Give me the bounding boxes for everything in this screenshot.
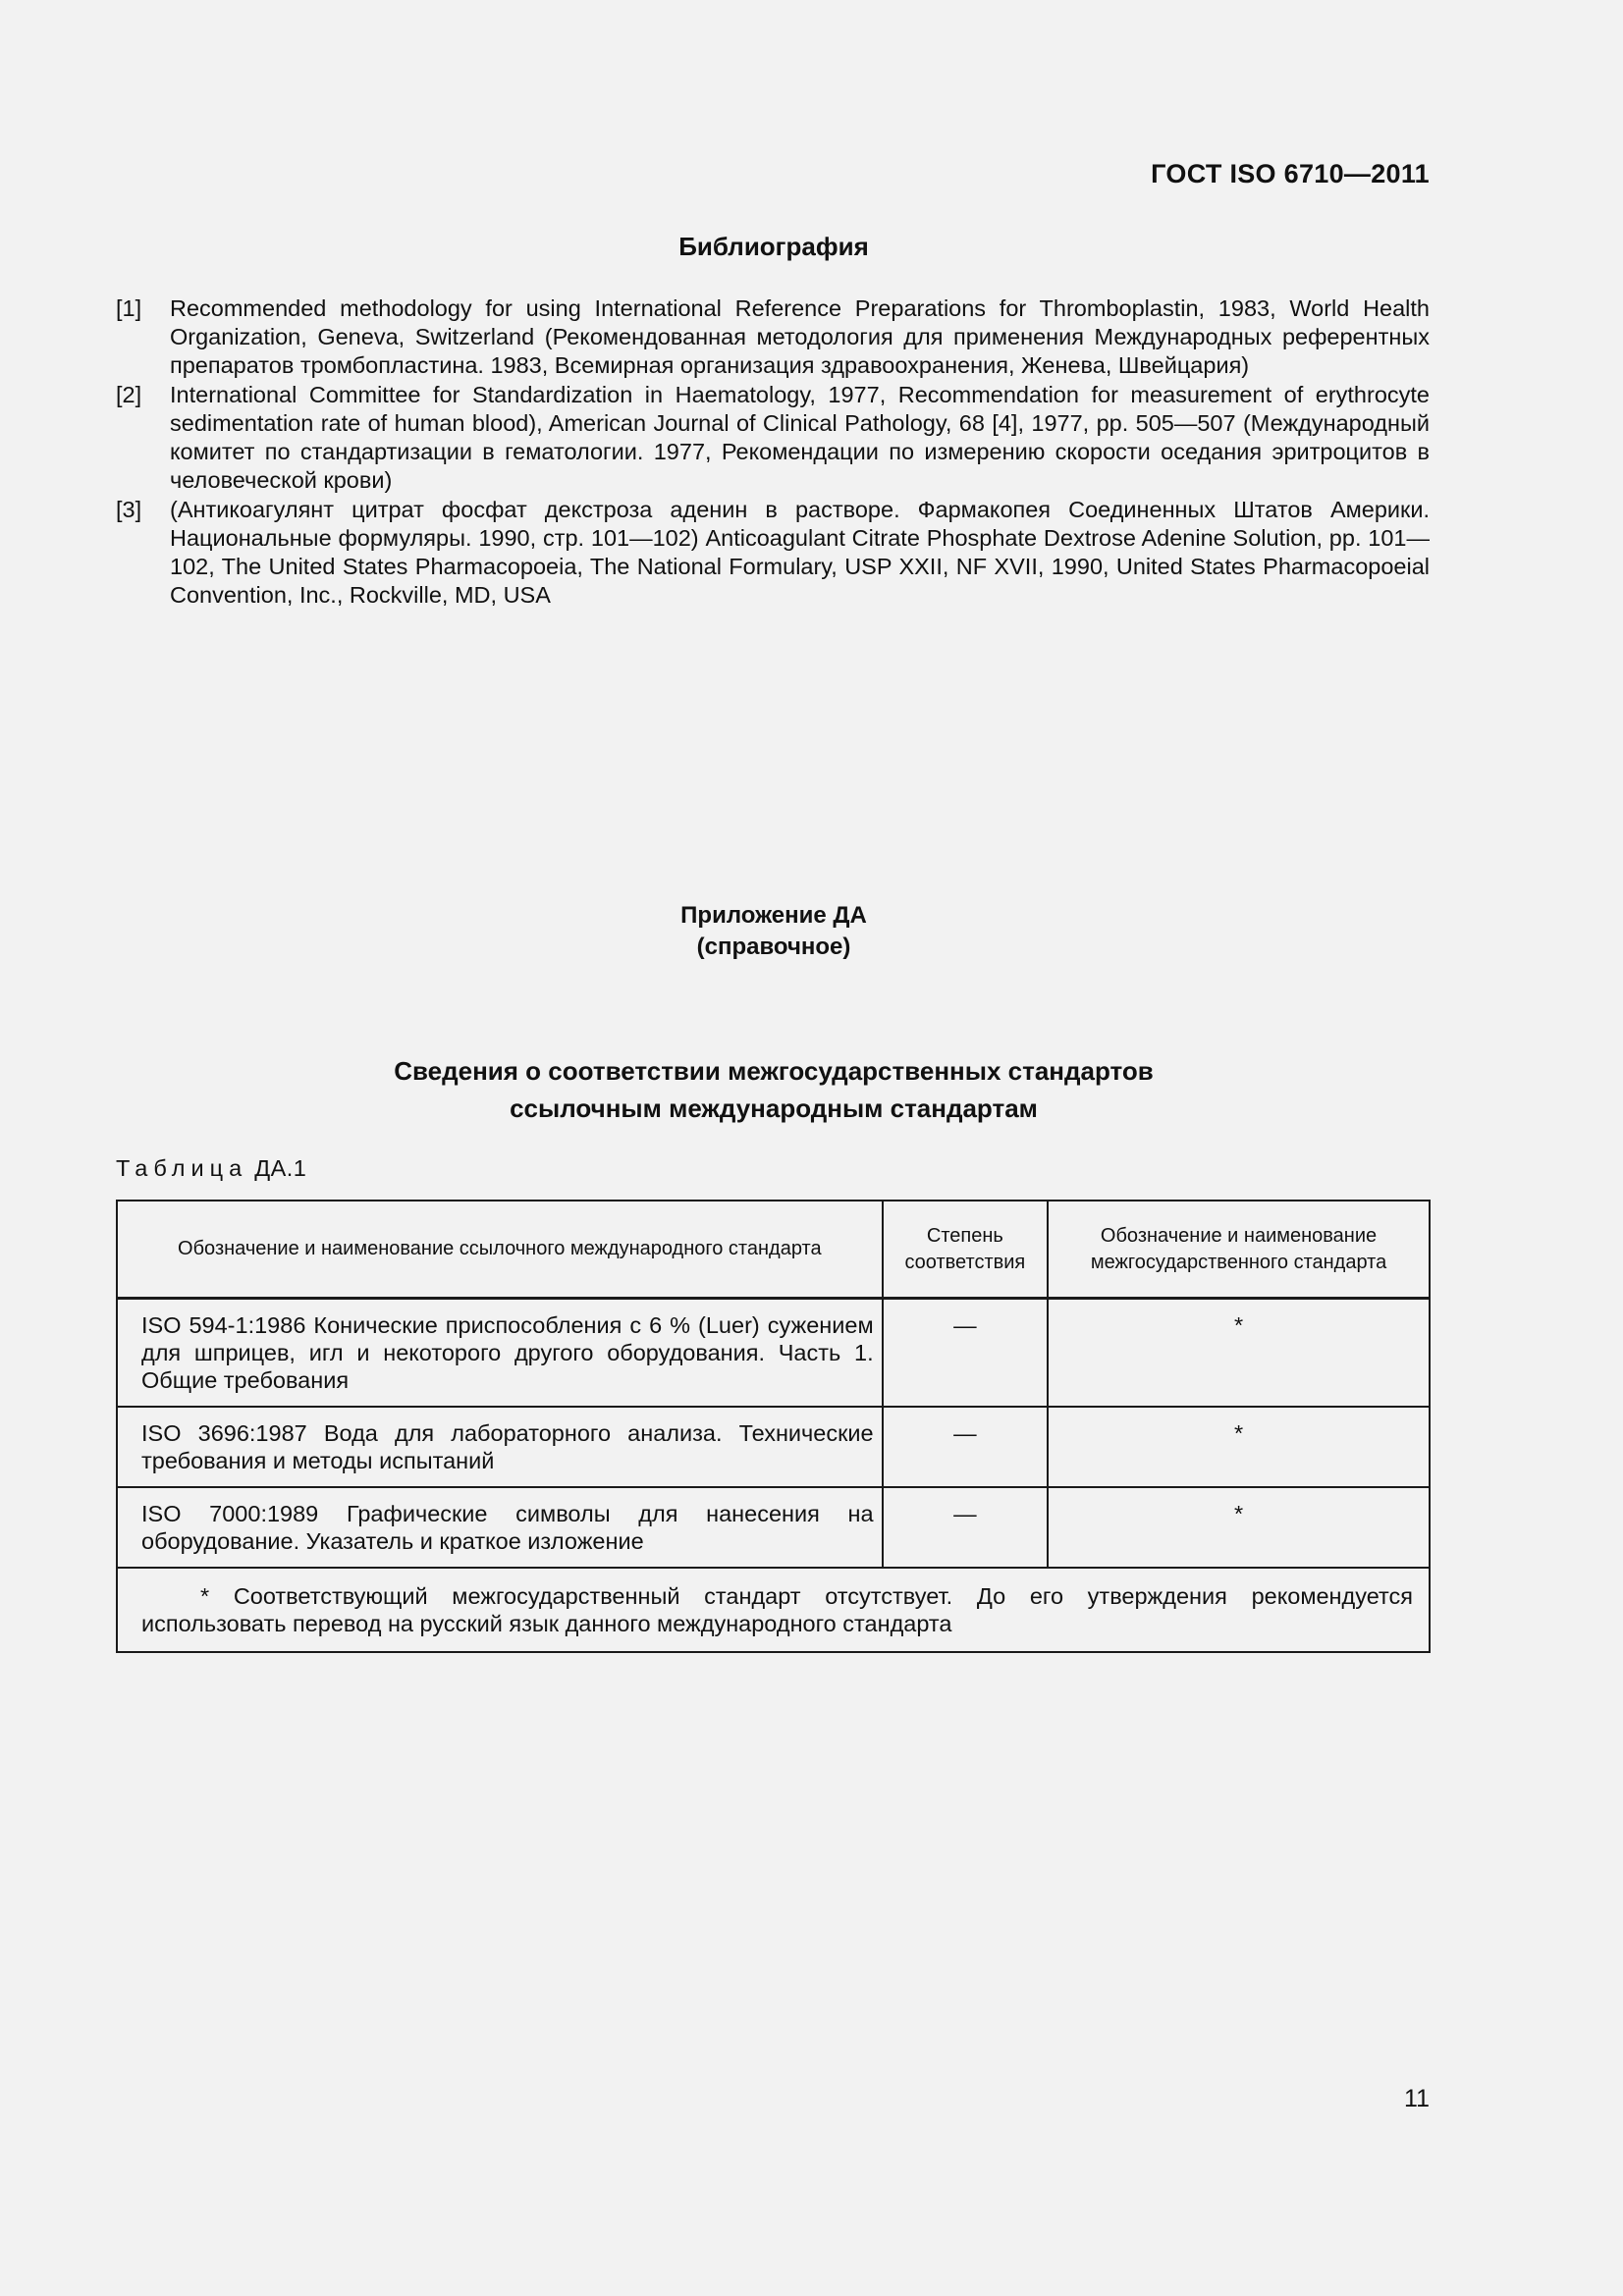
table-header-row [117, 1201, 1430, 1299]
cell-standard-name: ISO 3696:1987 Вода для лабораторного анализа. Технические требования и методы испытаний [117, 1407, 883, 1487]
page-number: 11 [1404, 2085, 1430, 2112]
cell-standard-name: ISO 7000:1989 Графические символы для нанесения на оборудование. Указатель и краткое изложение [117, 1487, 883, 1568]
bibliography-title: Библиография [678, 232, 869, 261]
bibliography-list [116, 294, 1430, 611]
bibliography-item-text: Recommended methodology for using International Reference Preparations for Thromboplastin, 1983, World Health Organization, Geneva, Switzerland (Рекомендованная методология для применения Международных референтных препаратов тромбопластина. 1983, Всемирная организация здравоохранения, Женева, Швейцария) [170, 295, 1430, 378]
bibliography-item-number: [3] [116, 497, 142, 522]
cell-interstate: * [1048, 1487, 1430, 1568]
bibliography-item-text: International Committee for Standardization in Haematology, 1977, Recommendation for measurement of erythrocyte sedimentation rate of human blood), American Journal of Clinical Pathology, 68 [4], 1977, pp. 505—507 (Международный комитет по стандартизации в гематологии. 1977, Рекомендации по измерению скорости оседания эритроцитов в человеческой крови) [170, 382, 1430, 493]
annex-subtitle: (справочное) [696, 934, 851, 960]
cell-degree: — [883, 1299, 1048, 1408]
section-title-line: ссылочным международным стандартам [510, 1094, 1038, 1123]
header-degree: Степень соответствия [883, 1201, 1048, 1299]
table-row [117, 1487, 1430, 1568]
section-title [0, 1052, 1547, 1127]
annex-title: Приложение ДА [680, 902, 867, 929]
standards-table [116, 1200, 1431, 1653]
header-international-standard: Обозначение и наименование ссылочного международного стандарта [117, 1201, 883, 1299]
cell-standard-name: ISO 594-1:1986 Конические приспособления с 6 % (Luer) сужением для шприцев, игл и некоторого другого оборудования. Часть 1. Общие требования [117, 1299, 883, 1408]
bibliography-item [116, 381, 1430, 495]
annex-heading [0, 900, 1547, 963]
cell-degree: — [883, 1407, 1048, 1487]
table-row [117, 1299, 1430, 1408]
table-label-word: Таблица [116, 1155, 248, 1181]
bibliography-item-number: [2] [116, 382, 142, 407]
table-label [116, 1155, 306, 1182]
section-title-line: Сведения о соответствии межгосударственных стандартов [394, 1056, 1154, 1086]
bibliography-item [116, 294, 1430, 380]
table-note-row [117, 1568, 1430, 1652]
cell-interstate: * [1048, 1407, 1430, 1487]
document-code: ГОСТ ISO 6710—2011 [1151, 159, 1430, 188]
bibliography-item-number: [1] [116, 295, 142, 321]
cell-degree: — [883, 1487, 1048, 1568]
bibliography-item [116, 496, 1430, 610]
header-interstate-standard: Обозначение и наименование межгосударственного стандарта [1048, 1201, 1430, 1299]
table-note: * Соответствующий межгосударственный стандарт отсутствует. До его утверждения рекомендуется использовать перевод на русский язык данного международного стандарта [117, 1568, 1430, 1652]
cell-interstate: * [1048, 1299, 1430, 1408]
table-label-id: ДА.1 [254, 1155, 307, 1181]
table-row [117, 1407, 1430, 1487]
bibliography-item-text: (Антикоагулянт цитрат фосфат декстроза аденин в растворе. Фармакопея Соединенных Штатов Америки. Национальные формуляры. 1990, стр. 101—102) Anticoagulant Citrate Phosphate Dextrose Adenine Solution, pp. 101—102, The United States Pharmacopoeia, The National Formulary, USP XXII, NF XVII, 1990, United States Pharmacopoeial Convention, Inc., Rockville, MD, USA [170, 497, 1430, 608]
